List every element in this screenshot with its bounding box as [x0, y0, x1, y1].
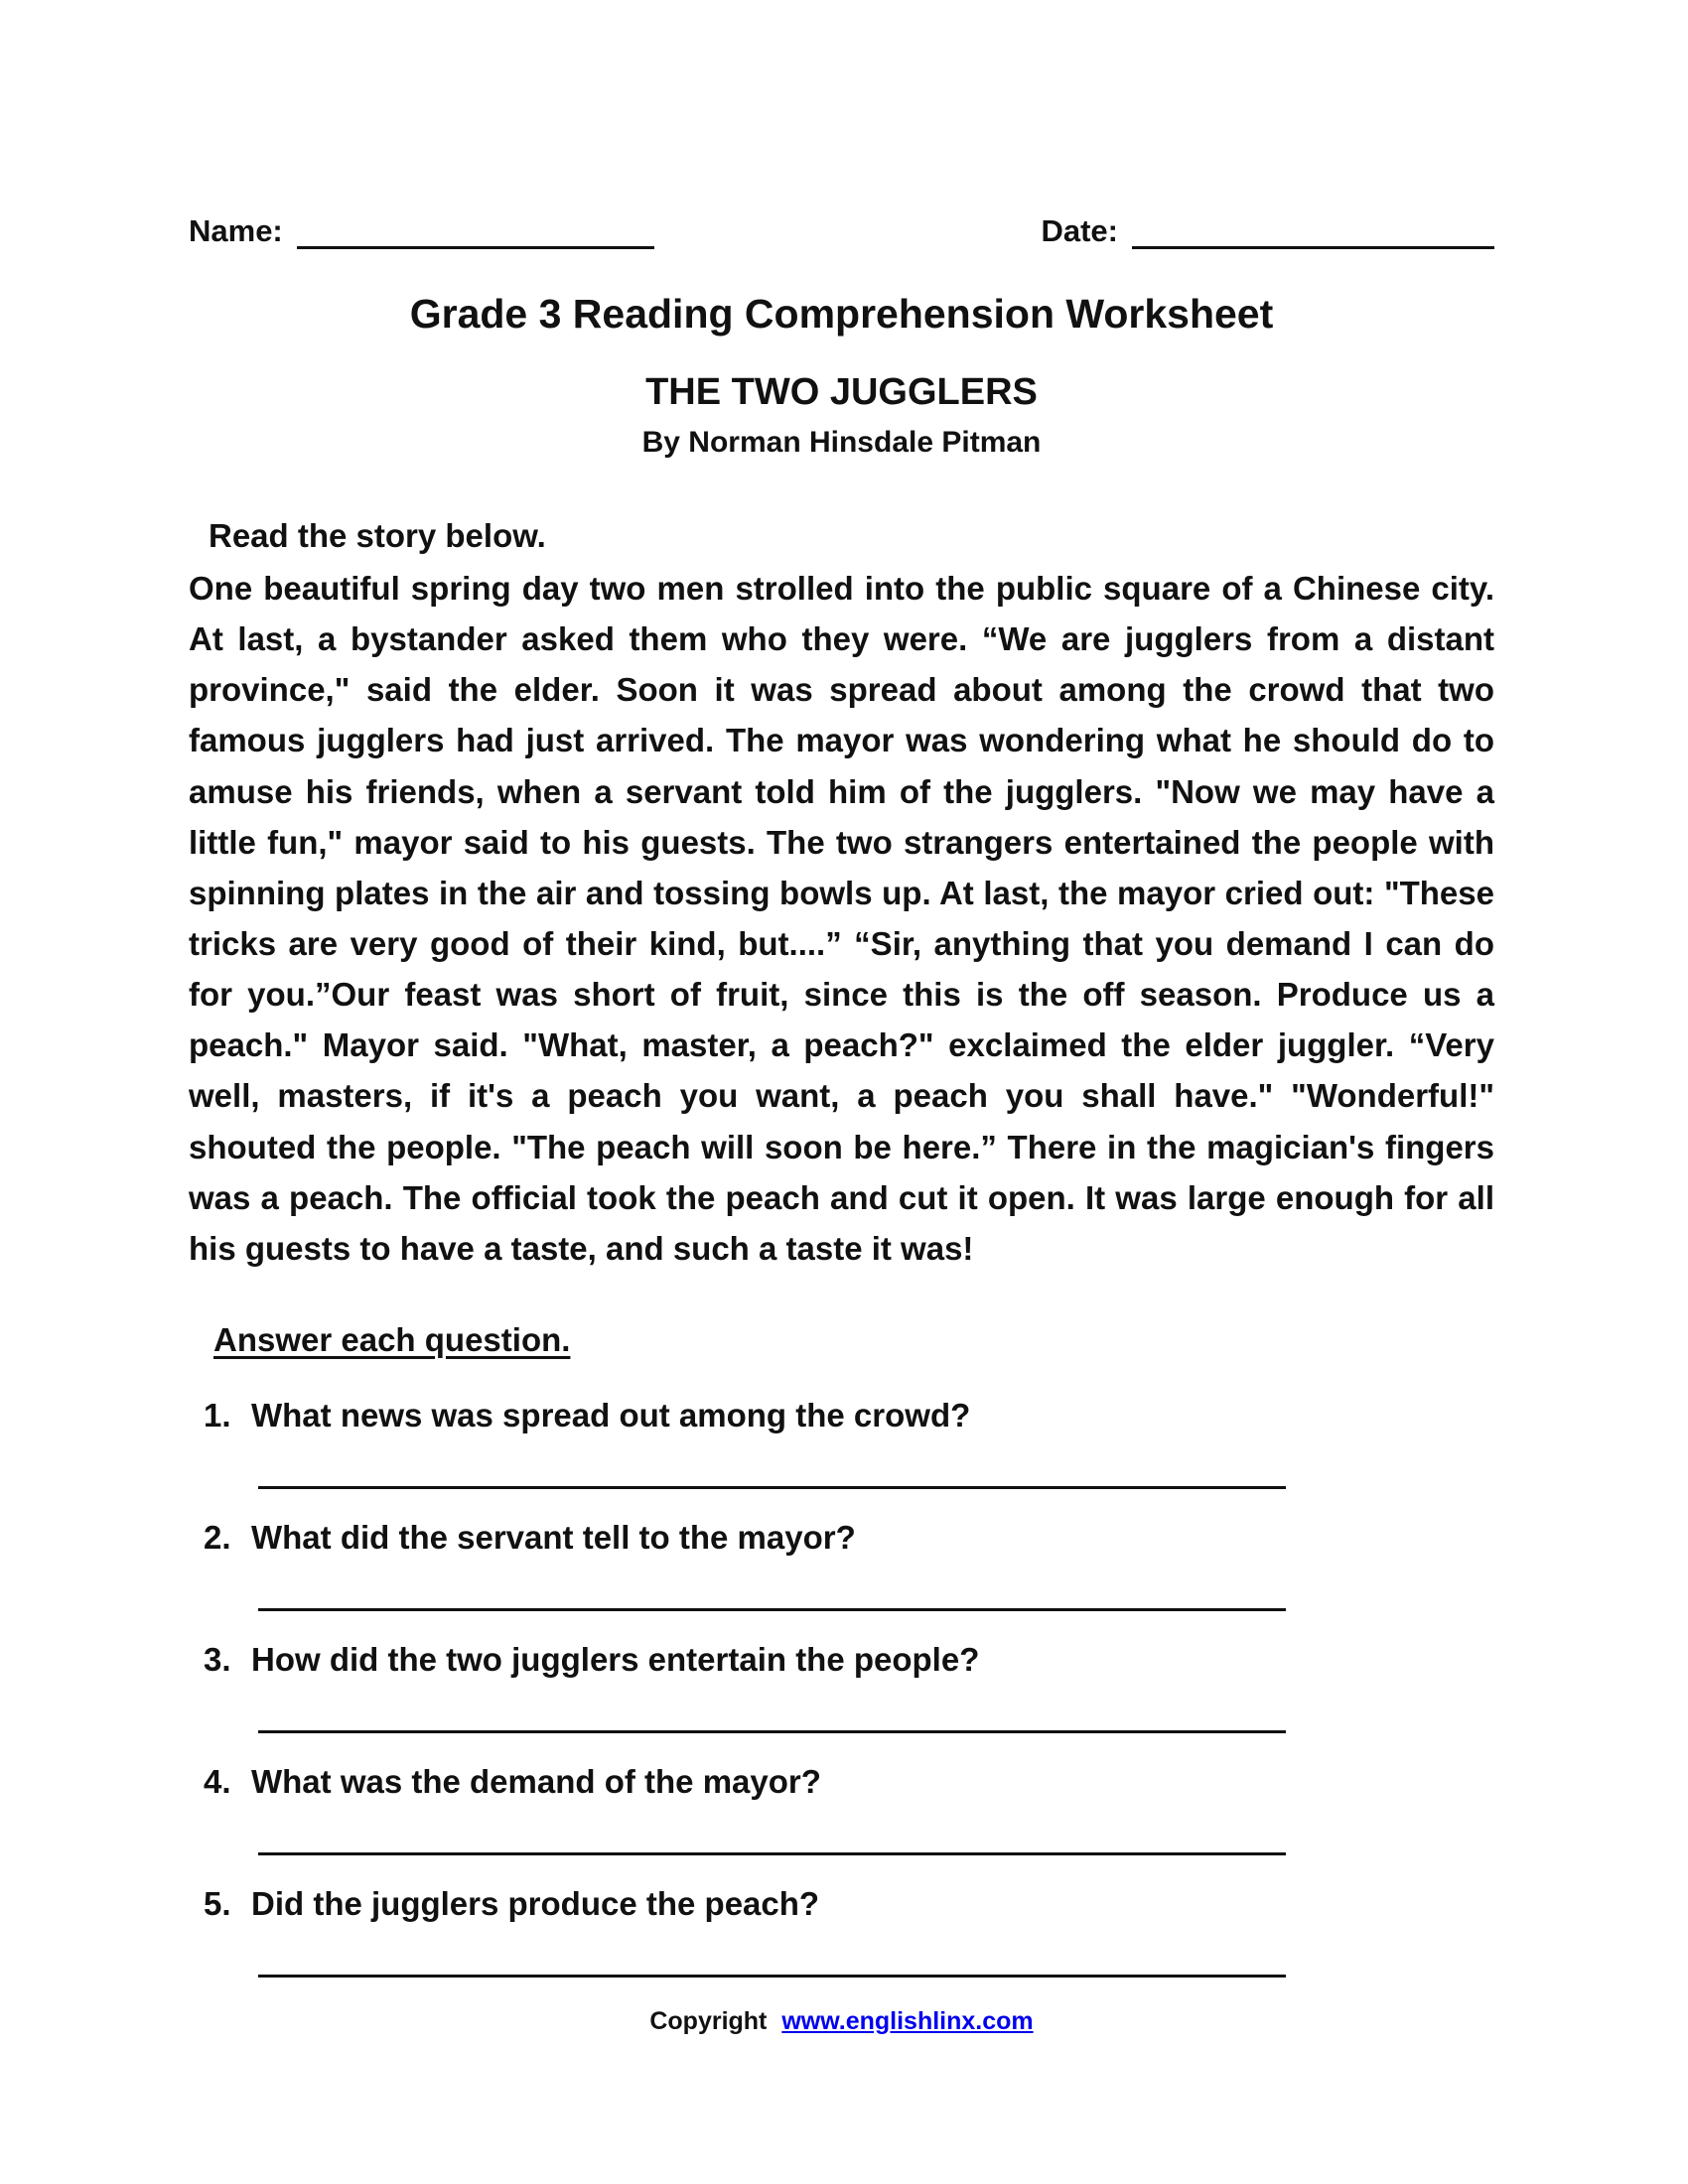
- question-number: 4.: [204, 1762, 231, 1800]
- answer-blank: [258, 1693, 1286, 1733]
- question-text: What did the servant tell to the mayor?: [251, 1518, 856, 1556]
- questions-list: [189, 1397, 1494, 1978]
- question-item: [189, 1763, 1494, 1801]
- date-blank: [1132, 213, 1494, 249]
- question-item: [189, 1519, 1494, 1557]
- name-label: Name:: [189, 213, 283, 248]
- question-item: [189, 1885, 1494, 1923]
- read-instruction: Read the story below.: [209, 517, 546, 554]
- question-number: 2.: [204, 1518, 231, 1556]
- story-text: One beautiful spring day two men strolled into the public square of a Chinese city. At last, a bystander asked them who they were. “We are jugglers from a distant province," said the elder. Soon it was spread about among the crowd that two famous jugglers had just arrived. The mayor was wondering what he should do to amuse his friends, when a servant told him of the jugglers. "Now we may have a little fun," mayor said to his guests. The two strangers entertained the people with spinning plates in the air and tossing bowls up. At last, the mayor cried out: "These tricks are very good of their kind, but....” “Sir, anything that you demand I can do for you.”Our feast was short of fruit, since this is the off season. Produce us a peach." Mayor said. "What, master, a peach?" exclaimed the elder juggler. “Very well, masters, if it's a peach you want, a peach you shall have." "Wonderful!" shouted the people. "The peach will soon be here.” There in the magician's fingers was a peach. The official took the peach and cut it open. It was large enough for all his guests to have a taste, and such a taste it was!: [189, 570, 1494, 1267]
- name-blank: [297, 213, 654, 249]
- answer-instruction: Answer each question.: [213, 1320, 571, 1358]
- answer-blank: [258, 1448, 1286, 1489]
- answer-blank: [258, 1815, 1286, 1855]
- date-label: Date:: [1041, 213, 1118, 248]
- question-number: 5.: [204, 1884, 231, 1922]
- story-byline: By Norman Hinsdale Pitman: [641, 426, 1042, 459]
- name-field: [189, 213, 654, 249]
- question-text: What was the demand of the mayor?: [251, 1762, 821, 1800]
- story-title: THE TWO JUGGLERS: [645, 371, 1038, 413]
- question-number: 1.: [204, 1396, 231, 1433]
- question-number: 3.: [204, 1640, 231, 1678]
- copyright-row: [189, 2007, 1494, 2036]
- answer-blank: [258, 1937, 1286, 1978]
- question-text: How did the two jugglers entertain the people?: [251, 1640, 980, 1678]
- question-item: [189, 1397, 1494, 1434]
- answer-blank: [258, 1570, 1286, 1611]
- question-item: [189, 1641, 1494, 1679]
- copyright-link[interactable]: www.englishlinx.com: [781, 2006, 1034, 2035]
- question-text: What news was spread out among the crowd?: [251, 1396, 971, 1433]
- copyright-text: Copyright: [649, 2006, 768, 2035]
- date-field: [1041, 213, 1494, 249]
- name-date-row: [189, 213, 1494, 249]
- worksheet-title: Grade 3 Reading Comprehension Worksheet: [409, 291, 1274, 337]
- question-text: Did the jugglers produce the peach?: [251, 1884, 820, 1922]
